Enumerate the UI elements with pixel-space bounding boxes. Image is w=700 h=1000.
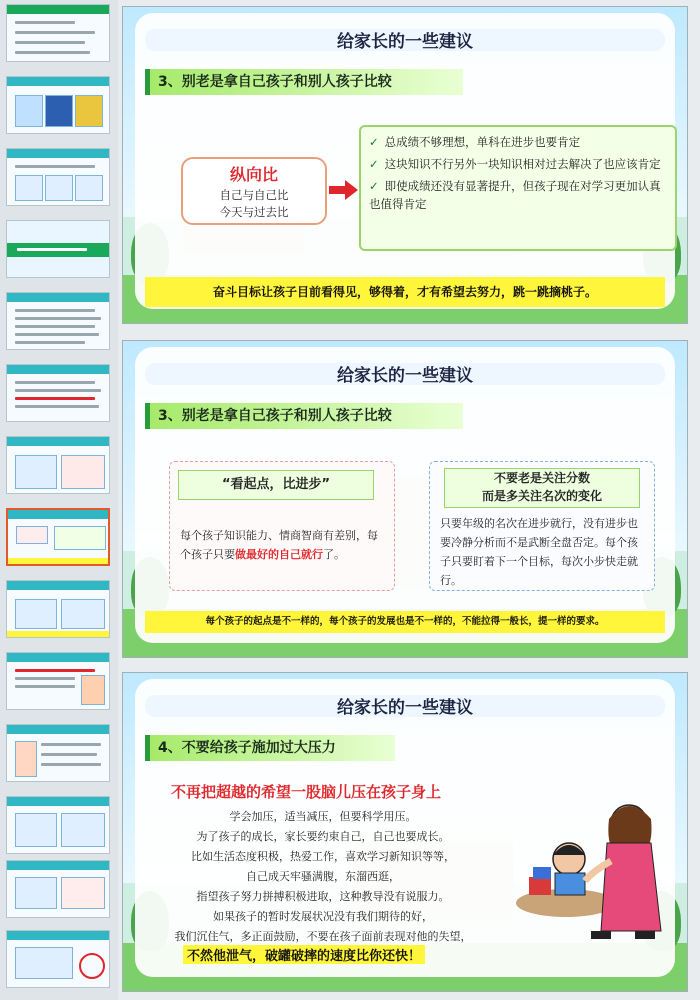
checkmark-icon: ✓ xyxy=(369,179,379,193)
card-body: 只要年级的名次在进步就行，没有进步也要冷静分析而不是武断全盘否定。每个孩子只要盯着下一个目标，每次小步快走就行。 xyxy=(440,517,638,587)
slide-thumbnail[interactable] xyxy=(6,4,110,62)
slide-thumbnail[interactable] xyxy=(6,148,110,206)
slide-thumbnail[interactable] xyxy=(6,860,110,918)
slide-thumbnail[interactable] xyxy=(6,220,110,278)
slide-thumbnail[interactable] xyxy=(6,652,110,710)
check-item: ✓ 即使成绩还没有显著提升，但孩子现在对学习更加认真也值得肯定 xyxy=(369,179,661,211)
section-subheading: 4、不要给孩子施加过大压力 xyxy=(145,735,395,761)
checkmark-icon: ✓ xyxy=(369,157,379,171)
slide-title: 给家长的一些建议 xyxy=(337,366,473,386)
slide-3[interactable] xyxy=(122,672,688,992)
slide-thumbnail[interactable] xyxy=(6,76,110,134)
vertical-compare-card xyxy=(181,157,327,225)
slide-thumbnail-selected[interactable] xyxy=(6,508,110,566)
red-headline: 不再把超越的希望一股脑儿压在孩子身上 xyxy=(171,783,442,801)
slide-thumbnail[interactable] xyxy=(6,724,110,782)
slide-thumbnail-panel xyxy=(0,0,118,1000)
section-subheading: 3、别老是拿自己孩子和别人孩子比较 xyxy=(145,403,463,429)
highlight-banner: 奋斗目标让孩子目前看得见，够得着，才有希望去努力，跳一跳摘桃子。 xyxy=(145,277,665,307)
check-item: ✓ 总成绩不够理想，单科在进步也要肯定 xyxy=(369,135,581,149)
checkmark-icon: ✓ xyxy=(369,135,379,149)
card-heading: “看起点，比进步” xyxy=(178,470,374,500)
slide-title: 给家长的一些建议 xyxy=(337,698,473,718)
card-title: 纵向比 xyxy=(229,165,278,184)
slide-thumbnail[interactable] xyxy=(6,930,110,988)
highlight-banner: 每个孩子的起点是不一样的，每个孩子的发展也是不一样的，不能拉得一般长，提一样的要求。 xyxy=(145,611,665,633)
arrow-right-icon xyxy=(329,179,359,201)
starting-point-card xyxy=(169,461,395,591)
advice-lines: 学会加压，适当减压，但要科学用压。 为了孩子的成长，家长要约束自己，自己也要成长。 比如生活态度积极，热爱工作，喜欢学习新知识等等， 自己成天牢骚满腹，东溜西逛， 指望孩子努力拼搏积极进取，这种教导没有说服力。 如果孩子的暂时发展状况没有我们期待的好， 我们沉住气，多正面鼓励，不要在孩子面前表现对他的失望， xyxy=(174,810,472,943)
card-heading: 不要老是关注分数 而是多关注名次的变化 xyxy=(444,468,640,508)
praise-checklist xyxy=(359,125,677,251)
slide-thumbnail[interactable] xyxy=(6,364,110,422)
slide-thumbnail[interactable] xyxy=(6,580,110,638)
slide-title: 给家长的一些建议 xyxy=(337,32,473,52)
card-body: 每个孩子知识能力、情商智商有差别，每个孩子只要做最好的自己就行了。 xyxy=(180,529,378,561)
check-item: ✓ 这块知识不行另外一块知识相对过去解决了也应该肯定 xyxy=(369,157,661,171)
ranking-focus-card xyxy=(429,461,655,591)
highlight-warning: 不然他泄气，破罐破摔的速度比你还快！ xyxy=(183,945,425,964)
card-line: 自己与自己比 xyxy=(219,188,289,202)
section-subheading: 3、别老是拿自己孩子和别人孩子比较 xyxy=(145,69,463,95)
slide-1[interactable] xyxy=(122,6,688,324)
card-line: 今天与过去比 xyxy=(219,205,289,219)
slide-thumbnail[interactable] xyxy=(6,796,110,854)
slide-thumbnail[interactable] xyxy=(6,436,110,494)
slide-thumbnail[interactable] xyxy=(6,292,110,350)
parent-pressure-illustration xyxy=(511,781,671,941)
slide-2[interactable] xyxy=(122,340,688,658)
